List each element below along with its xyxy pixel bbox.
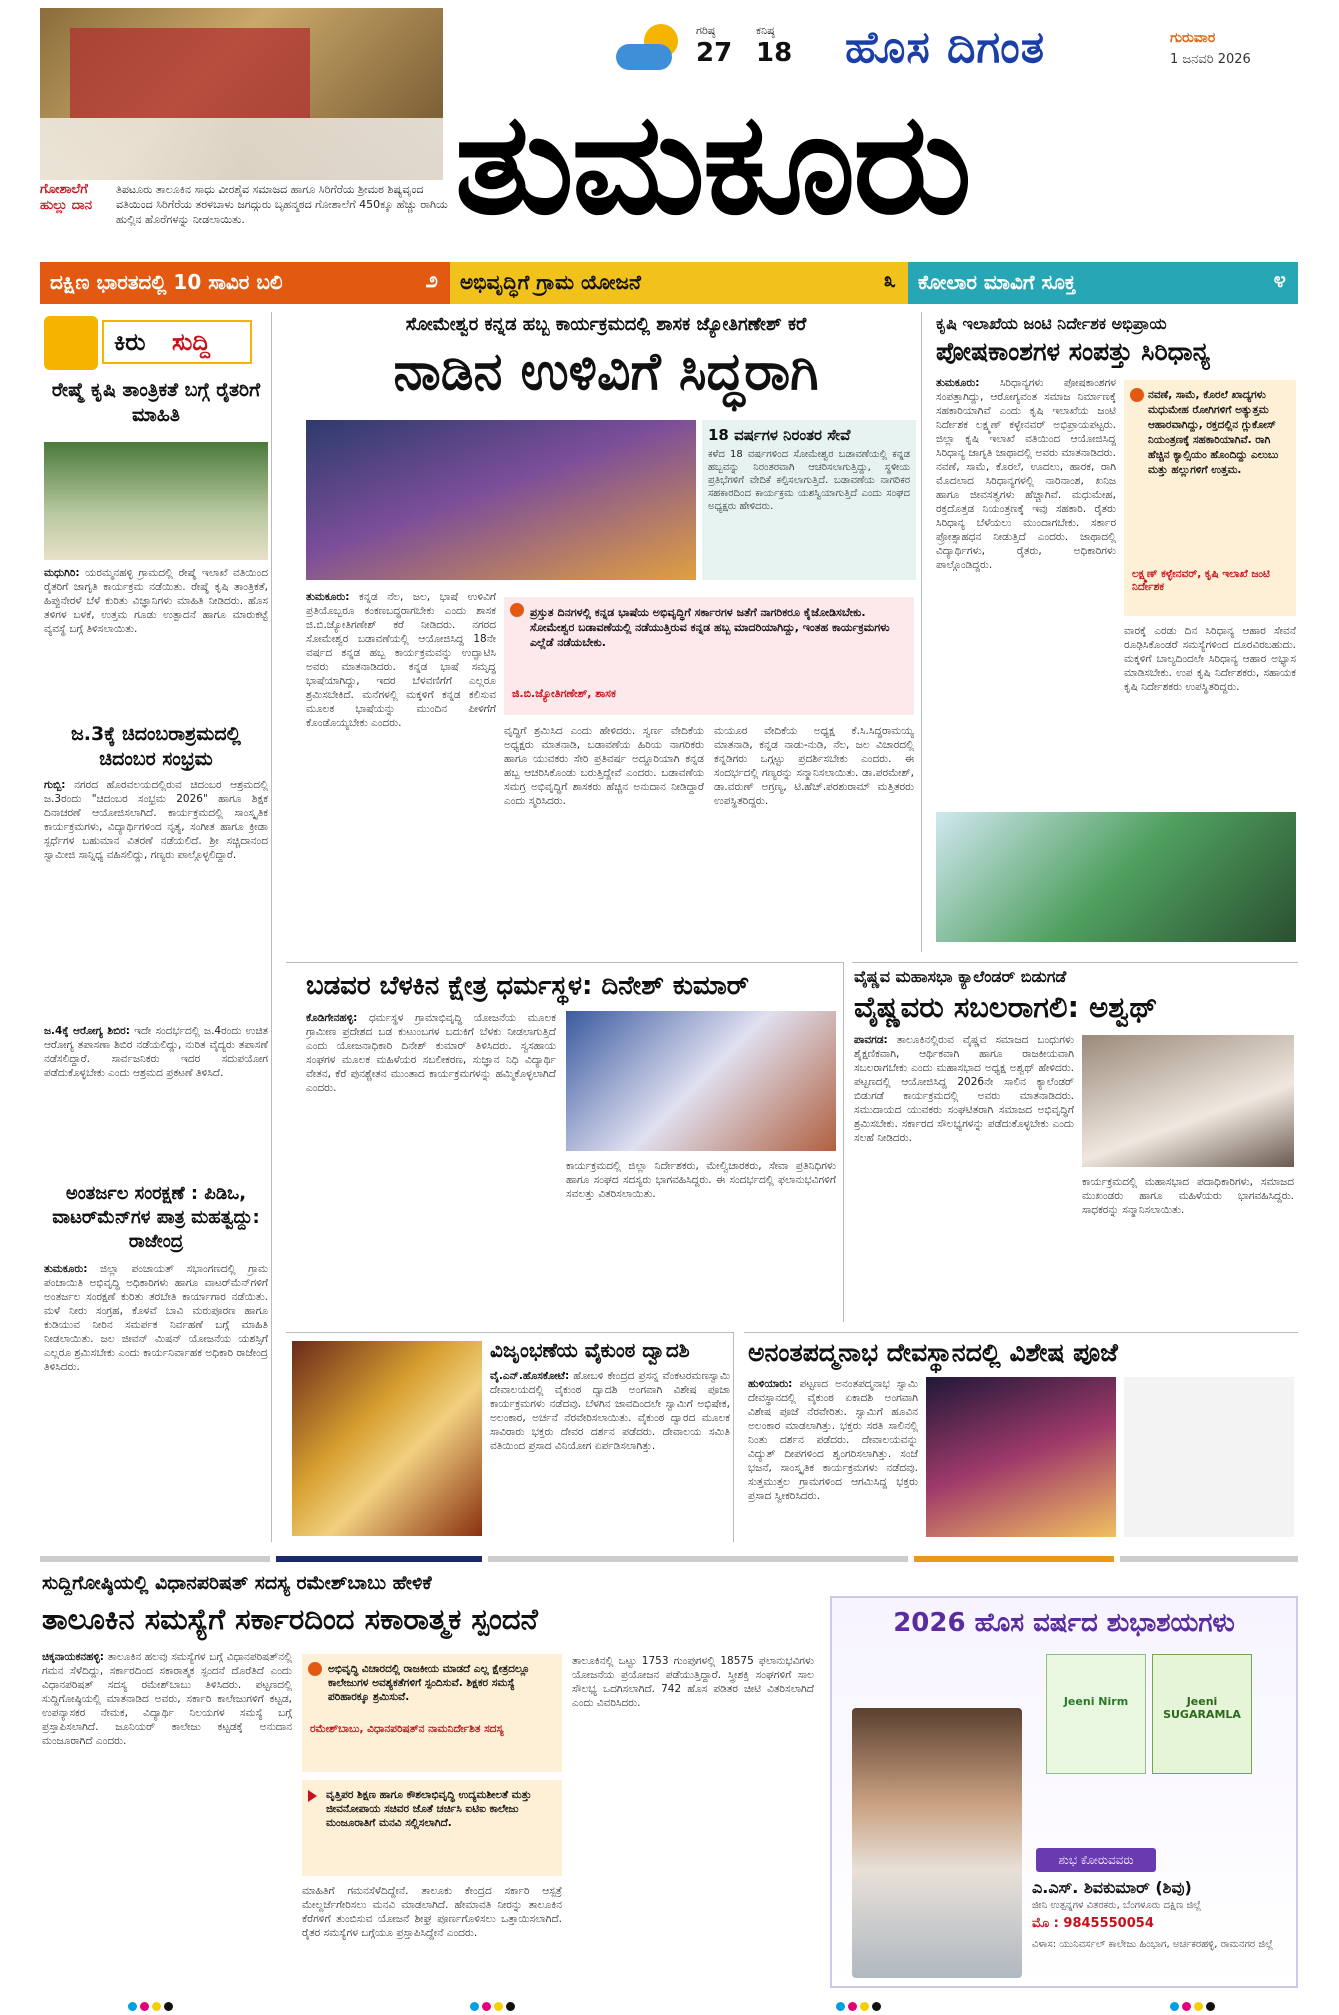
dateline: ತುಮಕೂರು:: [936, 377, 980, 389]
teaser-text: ಕೋಲಾರ ಮಾವಿಗೆ ಸೂಕ್ತ: [918, 270, 1076, 294]
registration-marks: [836, 1996, 896, 2008]
teaser-text: ದಕ್ಷಿಣ ಭಾರತದಲ್ಲಿ 10 ಸಾವಿರ ಬಲಿ: [50, 270, 283, 294]
body-text: ಪಟ್ಟಣದ ಅನಂತಪದ್ಮನಾಭ ಸ್ವಾಮಿ ದೇವಸ್ಥಾನದಲ್ಲಿ ವೈಕುಂಠ ಏಕಾದಶಿ ಅಂಗವಾಗಿ ವಿಶೇಷ ಪೂಜೆ ನೆರವೇರಿತು. ಸ್ವಾಮಿಗೆ ಹೂವಿನ ಅಲಂಕಾರ ಮಾಡಲಾಗಿತ್ತು. ಭಕ್ತರು ಸರತಿ ಸಾಲಿನಲ್ಲಿ ನಿಂತು ದರ್ಶನ ಪಡೆದರು. ದೇವಾಲಯವನ್ನು ವಿದ್ಯುತ್ ದೀಪಗಳಿಂದ ಶೃಂಗರಿಸಲಾಗಿತ್ತು. ಸಂಜೆ ಭಜನೆ, ಸಾಂಸ್ಕೃತಿಕ ಕಾರ್ಯಕ್ರಮಗಳು ನಡೆದವು. ಸುತ್ತಮುತ್ತಲ ಗ್ರಾಮಗಳಿಂದ ಆಗಮಿಸಿದ್ದ ಭಕ್ತರು ಪ್ರಸಾದ ಸ್ವೀಕರಿಸಿದರು.: [748, 1378, 918, 1502]
dharmasthala-photo: [566, 1011, 836, 1151]
registration-marks: [1170, 1996, 1230, 2008]
mlc-body-2: ಮಾಹಿತಿಗೆ ಗಮನಸೆಳೆದಿದ್ದೇನೆ. ತಾಲೂಕು ಕೇಂದ್ರದ ಸರ್ಕಾರಿ ಆಸ್ಪತ್ರೆ ಮೇಲ್ದರ್ಜೆಗೇರಿಸಲು ಮನವಿ ಮಾಡಲಾಗಿದೆ. ಹೇಮಾವತಿ ನೀರನ್ನು ತಾಲೂಕಿನ ಕೆರೆಗಳಿಗೆ ತುಂಬಿಸುವ ಯೋಜನೆ ಶೀಘ್ರ ಪೂರ್ಣಗೊಳಿಸಲು ಒತ್ತಾಯಿಸಲಾಗಿದೆ. ರೈತರ ಸಮಸ್ಯೆಗಳ ಬಗ್ಗೆಯೂ ಪ್ರಸ್ತಾಪಿಸಿದ್ದೇನೆ ಎಂದರು.: [302, 1885, 562, 1939]
agri-body: [936, 376, 1116, 806]
agri-story: [932, 312, 1298, 952]
kirusuddi-label-b: ಸುದ್ದಿ: [172, 328, 211, 356]
dateline: ಪಾವಗಡ:: [854, 1034, 888, 1046]
dateline: ವೈ.ಎನ್.ಹೊಸಕೋಟೆ:: [490, 1370, 570, 1382]
lead-body-3: ಮಯೂರ ವೇದಿಕೆಯ ಅಧ್ಯಕ್ಷ ಕೆ.ಸಿ.ಸಿದ್ಧರಾಮಯ್ಯ ಮಾತನಾಡಿ, ಕನ್ನಡ ನಾಡು-ನುಡಿ, ನೆಲ, ಜಲ ವಿಚಾರದಲ್ಲಿ ಕನ್ನಡಿಗರು ಒಗ್ಗಟ್ಟು ಪ್ರದರ್ಶಿಸಬೇಕು ಎಂದರು. ಈ ಸಂದರ್ಭದಲ್ಲಿ ಗಣ್ಯರನ್ನು ಸನ್ಮಾನಿಸಲಾಯಿತು. ಡಾ.ಪರಮೇಶ್, ಡಾ.ವರುಣ್ ಅಗ್ರಣ್ಯ, ಟಿ.ಹೆಚ್.ಪರಶುರಾಮ್ ಮತ್ತಿತರರು ಉಪಸ್ಥಿತರಿದ್ದರು.: [714, 725, 914, 807]
ananta-photo: [926, 1377, 1116, 1537]
kirusuddi-h2: ಜ.3ಕ್ಕೆ ಚಿದಂಬರಾಶ್ರಮದಲ್ಲಿ ಚಿದಂಬರ ಸಂಭ್ರಮ: [71, 723, 241, 770]
top-photo-caption: [40, 182, 450, 250]
ad-phone: ಮೊ : 9845550054: [1032, 1916, 1154, 1931]
quote-text: ನವಣೆ, ಸಾಮೆ, ಕೊರಲೆ ಖಾದ್ಯಗಳು ಮಧುಮೇಹ ರೋಗಿಗಳಿಗೆ ಅತ್ಯುತ್ತಮ ಆಹಾರವಾಗಿದ್ದು, ರಕ್ತದಲ್ಲಿನ ಗ್ಲುಕೋಸ್ ನಿಯಂತ್ರಣಕ್ಕೆ ಸಹಕಾರಿಯಾಗಿವೆ. ರಾಗಿ ಹೆಚ್ಚಿನ ಕ್ಯಾಲ್ಸಿಯಂ ಹೊಂದಿದ್ದು ಎಲುಬು ಮತ್ತು ಹಲ್ಲುಗಳಿಗೆ ಉತ್ತಮ.: [1148, 389, 1279, 476]
dateline: ಕೊಡಿಗೇನಹಳ್ಳಿ:: [306, 1012, 358, 1024]
ad-name: ಎ.ಎಸ್. ಶಿವಕುಮಾರ್ (ಶಿವು): [1032, 1878, 1192, 1897]
dharmasthala-story: [286, 962, 844, 1322]
dateline: ಚಿಕ್ಕನಾಯಕನಹಳ್ಳಿ:: [42, 1651, 104, 1663]
vaishnava-kicker: ವೈಷ್ಣವ ಮಹಾಸಭಾ ಕ್ಯಾಲೆಂಡರ್ ಬಿಡುಗಡೆ: [854, 967, 1067, 986]
teaser-3[interactable]: [908, 262, 1298, 304]
paper-logo: ಹೊಸ ದಿಗಂತ: [845, 22, 1046, 73]
quote-text: ವೃತ್ತಿಪರ ಶಿಕ್ಷಣ ಹಾಗೂ ಕೌಶಲಾಭಿವೃದ್ಧಿ ಉದ್ಯಮಶೀಲತೆ ಮತ್ತು ಜೀವನೋಪಾಯ ಸಚಿವರ ಜೊತೆ ಚರ್ಚಿಸಿ ಐಟಿಐ ಕಾಲೇಜು ಮಂಜೂರಾತಿಗೆ ಮನವಿ ಸಲ್ಲಿಸಲಾಗಿದೆ.: [326, 1789, 532, 1829]
teaser-strip: [40, 262, 1298, 304]
caption-text: ತಿಪಟೂರು ತಾಲೂಕಿನ ಸಾಧು ವೀರಶೈವ ಸಮಾಜದ ಹಾಗೂ ಸಿರಿಗೆರೆಯ ಶ್ರೀಮಠ ಶಿಷ್ಯವೃಂದ ವತಿಯಿಂದ ಸಿರಿಗೆರೆಯ ತರಳಬಾಳು ಜಗದ್ಗುರು ಬೃಹನ್ಮಠದ ಗೋಶಾಲೆಗೆ 450ಕ್ಕೂ ಹೆಚ್ಚು ರಾಗಿಯ ಹುಲ್ಲಿನ ಹೊರೆಗಳನ್ನು ನೀಡಲಾಯಿತು.: [116, 183, 448, 226]
weather-sun-cloud-icon: [616, 24, 686, 72]
vaishnava-story: [852, 962, 1298, 1322]
teaser-1[interactable]: [40, 262, 450, 304]
dateline: ತುಮಕೂರು:: [306, 591, 350, 603]
body-text: ಇದೇ ಸಂದರ್ಭದಲ್ಲಿ ಜ.4ರಂದು ಉಚಿತ ಆರೋಗ್ಯ ತಪಾಸಣಾ ಶಿಬಿರ ನಡೆಯಲಿದ್ದು, ನುರಿತ ವೈದ್ಯರು ತಪಾಸಣೆ ನಡೆಸಲಿದ್ದಾರೆ. ಸಾರ್ವಜನಿಕರು ಇದರ ಸದುಪಯೋಗ ಪಡೆದುಕೊಳ್ಳಬೇಕು ಎಂದು ಆಶ್ರಮದ ಪ್ರಕಟಣೆ ತಿಳಿಸಿದೆ.: [44, 1025, 268, 1079]
agri-quote-box: [1124, 380, 1296, 616]
teaser-2[interactable]: [450, 262, 908, 304]
quote-by: ಜಿ.ಬಿ.ಜ್ಯೋತಿಗಣೇಶ್, ಶಾಸಕ: [512, 687, 616, 700]
mlc-quote-box-2: [302, 1780, 562, 1876]
ad-product-1: [1046, 1654, 1146, 1774]
vaikunta-story: [286, 1332, 734, 1542]
teaser-text: ಅಭಿವೃದ್ಧಿಗೆ ಗ್ರಾಮ ಯೋಜನೆ: [460, 270, 641, 294]
kirusuddi-p2: [44, 778, 268, 1020]
lead-body-2: ವೃದ್ಧಿಗೆ ಶ್ರಮಿಸಿದ ಎಂದು ಹೇಳಿದರು. ಸ್ವರ್ಣ ವೇದಿಕೆಯ ಅಧ್ಯಕ್ಷರು ಮಾತನಾಡಿ, ಬಡಾವಣೆಯ ಹಿರಿಯ ನಾಗರಿಕರು ಹಾಗೂ ಯುವಕರು ಸೇರಿ ಪ್ರತಿವರ್ಷ ಅದ್ದೂರಿಯಾಗಿ ಕನ್ನಡ ಹಬ್ಬ ಆಚರಿಸಿಕೊಂಡು ಬರುತ್ತಿದ್ದೇವೆ ಎಂದರು. ಬಡಾವಣೆಯ ಸಮಗ್ರ ಅಭಿವೃದ್ಧಿಗೆ ಶಾಸಕರು ಹೆಚ್ಚಿನ ಅನುದಾನ ನೀಡಿದ್ದಾರೆ ಎಂದು ಸ್ಮರಿಸಿದರು.: [504, 725, 704, 807]
agri-photo: [936, 812, 1296, 942]
dateline: ಗುಬ್ಬಿ:: [44, 779, 66, 791]
kirusuddi-column: [40, 312, 272, 1542]
mlc-story: [40, 1570, 816, 1990]
kirusuddi-h1: ರೇಷ್ಮೆ ಕೃಷಿ ತಾಂತ್ರಿಕತೆ ಬಗ್ಗೆ ರೈತರಿಗೆ ಮಾಹಿತಿ: [51, 379, 261, 426]
kirusuddi-photo: [44, 442, 268, 560]
quote-by: ಲಕ್ಷ್ಮಣ್ ಕಳ್ಳೇನವರ್, ಕೃಷಿ ಇಲಾಖೆ ಜಂಟಿ ನಿರ್ದೇಶಕ: [1132, 568, 1270, 593]
lead-body-1: [306, 590, 496, 945]
agri-body-2: ವಾರಕ್ಕೆ ಎರಡು ದಿನ ಸಿರಿಧಾನ್ಯ ಆಹಾರ ಸೇವನೆ ರೂಢಿಸಿಕೊಂಡರೆ ಸಮಸ್ಯೆಗಳಿಂದ ದೂರವಿರಬಹುದು. ಮಕ್ಕಳಿಗೆ ಬಾಲ್ಯದಿಂದಲೇ ಸಿರಿಧಾನ್ಯ ಆಹಾರ ಅಭ್ಯಾಸ ಮಾಡಿಸಬೇಕು. ಉಪ ಕೃಷಿ ನಿರ್ದೇಶಕರು, ಸಹಾಯಕ ಕೃಷಿ ನಿರ್ದೇಶಕರು ಉಪಸ್ಥಿತರಿದ್ದರು.: [1124, 625, 1296, 693]
weather-min-label: ಕನಿಷ್ಠ: [756, 24, 775, 37]
quote-icon: [1130, 388, 1144, 402]
registration-marks: [128, 1996, 188, 2008]
vaishnava-photo: [1082, 1035, 1294, 1167]
vaikunta-headline: ವಿಜೃಂಭಣೆಯ ವೈಕುಂಠ ದ್ವಾದಶಿ: [490, 1338, 690, 1362]
issue-day: ಗುರುವಾರ: [1170, 30, 1216, 46]
quote-text: ಪ್ರಸ್ತುತ ದಿನಗಳಲ್ಲಿ ಕನ್ನಡ ಭಾಷೆಯ ಅಭಿವೃದ್ಧಿಗೆ ಸರ್ಕಾರಗಳ ಜತೆಗೆ ನಾಗರಿಕರೂ ಕೈಜೋಡಿಸಬೇಕು. ಸೋಮೇಶ್ವರ ಬಡಾವಣೆಯಲ್ಲಿ ನಡೆಯುತ್ತಿರುವ ಕನ್ನಡ ಹಬ್ಬ ಮಾದರಿಯಾಗಿದ್ದು, ಇಂತಹ ಕಾರ್ಯಕ್ರಮಗಳು ಎಲ್ಲೆಡೆ ನಡೆಯಬೇಕು.: [530, 606, 890, 649]
kirusuddi-label-a: ಕಿರು: [114, 328, 146, 356]
dateline: ಜ.4ಕ್ಕೆ ಆರೋಗ್ಯ ಶಿಬಿರ:: [44, 1025, 130, 1037]
new-year-ad[interactable]: [830, 1596, 1298, 1988]
lead-quote-box: [504, 597, 914, 715]
top-photo: [40, 8, 443, 180]
ananta-body: [748, 1377, 918, 1537]
body-text: ಧರ್ಮಸ್ಥಳ ಗ್ರಾಮಾಭಿವೃದ್ಧಿ ಯೋಜನೆಯ ಮೂಲಕ ಗ್ರಾಮೀಣ ಪ್ರದೇಶದ ಬಡ ಕುಟುಂಬಗಳ ಬದುಕಿಗೆ ಬೆಳಕು ನೀಡಲಾಗುತ್ತಿದೆ ಎಂದು ಯೋಜನಾಧಿಕಾರಿ ದಿನೇಶ್ ಕುಮಾರ್ ತಿಳಿಸಿದರು. ಸ್ವಸಹಾಯ ಸಂಘಗಳ ಮೂಲಕ ಮಹಿಳೆಯರ ಸಬಲೀಕರಣ, ಸುಜ್ಞಾನ ನಿಧಿ ವಿದ್ಯಾರ್ಥಿ ವೇತನ, ಕೆರೆ ಪುನಶ್ಚೇತನ ಮುಂತಾದ ಕಾರ್ಯಕ್ರಮಗಳನ್ನು ಹಮ್ಮಿಕೊಳ್ಳಲಾಗಿದೆ ಎಂದರು.: [306, 1012, 556, 1094]
dateline: ಹುಳಿಯಾರು:: [748, 1378, 793, 1390]
mlc-quote-box-1: [302, 1654, 562, 1772]
ad-person-photo: [852, 1708, 1022, 1978]
arrow-icon: [308, 1790, 317, 1802]
teaser-page: ೪: [1273, 268, 1286, 293]
caption-title: ಗೋಶಾಲೆಗೆ ಹುಲ್ಲು ದಾನ: [40, 182, 92, 213]
weather-min: 18: [756, 38, 793, 68]
lead-info-box: [702, 420, 916, 580]
kirusuddi-p2b: [44, 1024, 268, 1174]
ad-address: ವಿಳಾಸ: ಯುನಿವರ್ಸಲ್ ಕಾಲೇಜು ಹಿಂಭಾಗ, ಅರ್ಚಕರಹಳ್ಳಿ, ರಾಮನಗರ ಜಿಲ್ಲೆ: [1032, 1939, 1274, 1950]
mlc-kicker: ಸುದ್ದಿಗೋಷ್ಠಿಯಲ್ಲಿ ವಿಧಾನಪರಿಷತ್ ಸದಸ್ಯ ರಮೇಶ್‌ಬಾಬು ಹೇಳಿಕೆ: [42, 1572, 432, 1594]
teaser-page: ೩: [883, 268, 896, 293]
lead-story: [286, 312, 922, 952]
info-box-text: ಕಳೆದ 18 ವರ್ಷಗಳಿಂದ ಸೋಮೇಶ್ವರ ಬಡಾವಣೆಯಲ್ಲಿ ಕನ್ನಡ ಹಬ್ಬವನ್ನು ನಿರಂತರವಾಗಿ ಆಚರಿಸಲಾಗುತ್ತಿದ್ದು, ಸ್ಥಳೀಯ ಪ್ರತಿಭೆಗಳಿಗೆ ವೇದಿಕೆ ಕಲ್ಪಿಸಲಾಗುತ್ತಿದೆ. ಬಡಾವಣೆಯ ನಾಗರಿಕರ ಸಹಕಾರದಿಂದ ಕಾರ್ಯಕ್ರಮ ಯಶಸ್ವಿಯಾಗುತ್ತಿದೆ ಎಂದು ಸಂಘದ ಅಧ್ಯಕ್ಷರು ಹೇಳಿದರು.: [708, 449, 910, 512]
mlc-body: [42, 1650, 292, 1984]
agri-kicker: ಕೃಷಿ ಇಲಾಖೆಯ ಜಂಟಿ ನಿರ್ದೇಶಕ ಅಭಿಪ್ರಾಯ: [936, 314, 1167, 333]
ananta-photo-2: [1124, 1377, 1294, 1537]
body-text: ತಾಲೂಕಿನ ಹಲವು ಸಮಸ್ಯೆಗಳ ಬಗ್ಗೆ ವಿಧಾನಪರಿಷತ್‌ನಲ್ಲಿ ಗಮನ ಸೆಳೆದಿದ್ದು, ಸರ್ಕಾರದಿಂದ ಸಕಾರಾತ್ಮಕ ಸ್ಪಂದನೆ ದೊರೆತಿದೆ ಎಂದು ವಿಧಾನಪರಿಷತ್ ಸದಸ್ಯ ರಮೇಶ್‌ಬಾಬು ತಿಳಿಸಿದರು. ಪಟ್ಟಣದಲ್ಲಿ ಸುದ್ದಿಗೋಷ್ಠಿಯಲ್ಲಿ ಮಾತನಾಡಿದ ಅವರು, ಸರ್ಕಾರಿ ಕಾಲೇಜುಗಳಿಗೆ ಕಟ್ಟಡ, ಉಪನ್ಯಾಸಕರ ನೇಮಕ, ವಿದ್ಯಾರ್ಥಿ ನಿಲಯಗಳ ಸಮಸ್ಯೆ ಬಗ್ಗೆ ಪ್ರಸ್ತಾಪಿಸಲಾಗಿದೆ. ಜೂನಿಯರ್ ಕಾಲೇಜು ಕಟ್ಟಡಕ್ಕೆ ಅನುದಾನ ಮಂಜೂರಾಗಿದೆ ಎಂದರು.: [42, 1651, 292, 1747]
ananta-headline: ಅನಂತಪದ್ಮನಾಭ ದೇವಸ್ಥಾನದಲ್ಲಿ ವಿಶೇಷ ಪೂಜೆ: [748, 1338, 1118, 1367]
pointing-hand-icon: [44, 316, 98, 370]
weather-widget: [616, 18, 796, 78]
vaishnava-body-2: ಕಾರ್ಯಕ್ರಮದಲ್ಲಿ ಮಹಾಸಭಾದ ಪದಾಧಿಕಾರಿಗಳು, ಸಮಾಜದ ಮುಖಂಡರು ಹಾಗೂ ಮಹಿಳೆಯರು ಭಾಗವಹಿಸಿದ್ದರು. ಸಾಧಕರನ್ನು ಸನ್ಮಾನಿಸಲಾಯಿತು.: [1082, 1176, 1294, 1216]
vaishnava-headline: ವೈಷ್ಣವರು ಸಬಲರಾಗಲಿ: ಅಶ್ವಥ್: [854, 990, 1158, 1024]
dharmasthala-body: [306, 1011, 556, 1311]
vaikunta-body: [490, 1369, 730, 1537]
product-label: Jeeni Nirm: [1063, 1695, 1129, 1708]
body-text: ನಗರದ ಹೊರವಲಯದಲ್ಲಿರುವ ಚಿದಂಬರ ಆಶ್ರಮದಲ್ಲಿ ಜ.3ರಂದು "ಚಿದಂಬರ ಸಂಭ್ರಮ 2026" ಹಾಗೂ ಶಿಕ್ಷಕ ದಿನಾಚರಣೆ ಆಯೋಜಿಸಲಾಗಿದೆ. ಕಾರ್ಯಕ್ರಮದಲ್ಲಿ ಸಾಂಸ್ಕೃತಿಕ ಕಾರ್ಯಕ್ರಮಗಳು, ವಿದ್ಯಾರ್ಥಿಗಳಿಂದ ನೃತ್ಯ, ಸಂಗೀತ ಹಾಗೂ ಕ್ರೀಡಾ ಸ್ಪರ್ಧೆಗಳ ಬಹುಮಾನ ವಿತರಣೆ ನಡೆಯಲಿದೆ. ಶ್ರೀ ಸಚ್ಚಿದಾನಂದ ಸ್ವಾಮೀಜಿ ಸಾನ್ನಿಧ್ಯ ವಹಿಸಲಿದ್ದು, ಗಣ್ಯರು ಪಾಲ್ಗೊಳ್ಳಲಿದ್ದಾರೆ.: [44, 779, 268, 861]
quote-icon: [510, 603, 524, 617]
dateline: ತುಮಕೂರು:: [44, 1263, 88, 1275]
product-label: Jeeni SUGARAMLA: [1163, 1695, 1241, 1721]
section-divider: [40, 1556, 1298, 1562]
body-text: ಜಿಲ್ಲಾ ಪಂಚಾಯತ್ ಸಭಾಂಗಣದಲ್ಲಿ ಗ್ರಾಮ ಪಂಚಾಯಿತಿ ಅಭಿವೃದ್ಧಿ ಅಧಿಕಾರಿಗಳು ಹಾಗೂ ವಾಟರ್‌ಮೆನ್‌ಗಳಿಗೆ ಅಂತರ್ಜಲ ಸಂರಕ್ಷಣೆ ಕುರಿತು ತರಬೇತಿ ಕಾರ್ಯಾಗಾರ ನಡೆಯಿತು. ಮಳೆ ನೀರು ಸಂಗ್ರಹ, ಕೊಳವೆ ಬಾವಿ ಮರುಪೂರಣ ಹಾಗೂ ಕುಡಿಯುವ ನೀರಿನ ಸಮರ್ಪಕ ನಿರ್ವಹಣೆ ಬಗ್ಗೆ ಮಾಹಿತಿ ನೀಡಲಾಯಿತು. ಜಲ ಜೀವನ್ ಮಿಷನ್ ಯೋಜನೆಯ ಯಶಸ್ಸಿಗೆ ಎಲ್ಲರೂ ಶ್ರಮಿಸಬೇಕು ಎಂದು ಕಾರ್ಯನಿರ್ವಾಹಕ ಅಧಿಕಾರಿ ರಾಜೇಂದ್ರ ತಿಳಿಸಿದರು.: [44, 1263, 268, 1373]
lead-photo: [306, 420, 696, 580]
mlc-headline: ತಾಲೂಕಿನ ಸಮಸ್ಯೆಗೆ ಸರ್ಕಾರದಿಂದ ಸಕಾರಾತ್ಮಕ ಸ್ಪಂದನೆ: [42, 1602, 538, 1636]
agri-headline: ಪೋಷಕಾಂಶಗಳ ಸಂಪತ್ತು ಸಿರಿಧಾನ್ಯ: [936, 337, 1210, 366]
kirusuddi-h3: ಅಂತರ್ಜಲ ಸಂರಕ್ಷಣೆ : ಪಿಡಿಒ, ವಾಟರ್‌ಮೆನ್‌ಗಳ ಪಾತ್ರ ಮಹತ್ವದ್ದು: ರಾಜೇಂದ್ರ: [52, 1183, 260, 1252]
body-text: ತಾಲೂಕಿನಲ್ಲಿರುವ ವೈಷ್ಣವ ಸಮಾಜದ ಬಂಧುಗಳು ಶೈಕ್ಷಣಿಕವಾಗಿ, ಆರ್ಥಿಕವಾಗಿ ಹಾಗೂ ರಾಜಕೀಯವಾಗಿ ಸಬಲರಾಗಬೇಕು ಎಂದು ಮಹಾಸಭಾದ ಅಧ್ಯಕ್ಷ ಅಶ್ವಥ್ ಹೇಳಿದರು. ಪಟ್ಟಣದಲ್ಲಿ ಆಯೋಜಿಸಿದ್ದ 2026ನೇ ಸಾಲಿನ ಕ್ಯಾಲೆಂಡರ್ ಬಿಡುಗಡೆ ಕಾರ್ಯಕ್ರಮದಲ್ಲಿ ಅವರು ಮಾತನಾಡಿದರು. ಸಮುದಾಯದ ಯುವಕರು ಸಂಘಟಿತರಾಗಿ ಸಮಾಜದ ಅಭಿವೃದ್ಧಿಗೆ ಶ್ರಮಿಸಬೇಕು. ಸರ್ಕಾರದ ಸೌಲಭ್ಯಗಳನ್ನು ಪಡೆದುಕೊಳ್ಳಬೇಕು ಎಂದು ಸಲಹೆ ನೀಡಿದರು.: [854, 1034, 1074, 1144]
ananta-story: [744, 1332, 1298, 1542]
teaser-page: ೨: [425, 268, 438, 293]
edition-title: ತುಮಕೂರು: [455, 83, 970, 246]
vaishnava-body: [854, 1033, 1074, 1313]
kirusuddi-label: [44, 316, 264, 370]
ad-product-2: [1152, 1654, 1252, 1774]
quote-text: ಅಭಿವೃದ್ಧಿ ವಿಚಾರದಲ್ಲಿ ರಾಜಕೀಯ ಮಾಡದೆ ಎಲ್ಲ ಕ್ಷೇತ್ರದಲ್ಲೂ ಕಾಲೇಜುಗಳ ಅವಶ್ಯಕತೆಗಳಿಗೆ ಸ್ಪಂದಿಸುವೆ. ಶಿಕ್ಷಕರ ಸಮಸ್ಯೆ ಪರಿಹಾರಕ್ಕೂ ಶ್ರಮಿಸುವೆ.: [328, 1663, 530, 1703]
kirusuddi-p3: [44, 1262, 268, 1537]
body-text: ಸಿರಿಧಾನ್ಯಗಳು ಪೋಷಕಾಂಶಗಳ ಸಂಪತ್ತಾಗಿದ್ದು, ಆರೋಗ್ಯವಂತ ಸಮಾಜ ನಿರ್ಮಾಣಕ್ಕೆ ಸಹಕಾರಿಯಾಗಿವೆ ಎಂದು ಕೃಷಿ ಇಲಾಖೆಯ ಜಂಟಿ ನಿರ್ದೇಶಕ ಲಕ್ಷ್ಮಣ್ ಕಳ್ಳೇನವರ್ ಅಭಿಪ್ರಾಯಪಟ್ಟರು. ಜಿಲ್ಲಾ ಕೃಷಿ ಇಲಾಖೆ ವತಿಯಿಂದ ಆಯೋಜಿಸಿದ್ದ ಸಿರಿಧಾನ್ಯ ಜಾಗೃತಿ ಜಾಥಾದಲ್ಲಿ ಅವರು ಮಾತನಾಡಿದರು. ನವಣೆ, ಸಾಮೆ, ಕೊರಲೆ, ಊದಲು, ಹಾರಕ, ರಾಗಿ ಮೊದಲಾದ ಸಿರಿಧಾನ್ಯಗಳಲ್ಲಿ ನಾರಿನಾಂಶ, ಖನಿಜ ಹಾಗೂ ಜೀವಸತ್ವಗಳು ಹೆಚ್ಚಾಗಿವೆ. ಮಧುಮೇಹ, ರಕ್ತದೊತ್ತಡ ನಿಯಂತ್ರಣಕ್ಕೆ ಇವು ಸಹಕಾರಿ. ರೈತರು ಸಿರಿಧಾನ್ಯ ಬೆಳೆಯಲು ಮುಂದಾಗಬೇಕು. ಸರ್ಕಾರ ಪ್ರೋತ್ಸಾಹಧನ ನೀಡುತ್ತಿದೆ ಎಂದರು. ಜಾಥಾದಲ್ಲಿ ವಿದ್ಯಾರ್ಥಿಗಳು, ರೈತರು, ಅಧಿಕಾರಿಗಳು ಪಾಲ್ಗೊಂಡಿದ್ದರು.: [936, 377, 1116, 571]
ad-headline: 2026 ಹೊಸ ವರ್ಷದ ಶುಭಾಶಯಗಳು: [893, 1608, 1235, 1638]
lead-kicker: ಸೋಮೇಶ್ವರ ಕನ್ನಡ ಹಬ್ಬ ಕಾರ್ಯಕ್ರಮದಲ್ಲಿ ಶಾಸಕ ಜ್ಯೋತಿಗಣೇಶ್ ಕರೆ: [405, 314, 807, 335]
body-text: ಹೋಬಳಿ ಕೇಂದ್ರದ ಪ್ರಸನ್ನ ವೆಂಕಟರಮಣಸ್ವಾಮಿ ದೇವಾಲಯದಲ್ಲಿ ವೈಕುಂಠ ದ್ವಾದಶಿ ಅಂಗವಾಗಿ ವಿಶೇಷ ಪೂಜಾ ಕಾರ್ಯಕ್ರಮಗಳು ನಡೆದವು. ಬೆಳಗಿನ ಜಾವದಿಂದಲೇ ಸ್ವಾಮಿಗೆ ಅಭಿಷೇಕ, ಅಲಂಕಾರ, ಅರ್ಚನೆ ನೆರವೇರಿಸಲಾಯಿತು. ವೈಕುಂಠ ದ್ವಾರದ ಮೂಲಕ ಸಾವಿರಾರು ಭಕ್ತರು ದೇವರ ದರ್ಶನ ಪಡೆದರು. ದೇವಾಲಯ ಸಮಿತಿ ವತಿಯಿಂದ ಪ್ರಸಾದ ವಿನಿಯೋಗ ಏರ್ಪಡಿಸಲಾಗಿತ್ತು.: [490, 1370, 730, 1452]
kirusuddi-p1: [44, 566, 268, 716]
weather-max: 27: [696, 38, 733, 68]
dateline: ಮಧುಗಿರಿ:: [44, 567, 80, 579]
ad-role: ಜೀನಿ ಉತ್ಪನ್ನಗಳ ವಿತರಕರು, ಬೆಂಗಳೂರು ದಕ್ಷಿಣ ಜಿಲ್ಲೆ: [1032, 1900, 1202, 1911]
info-box-title: 18 ವರ್ಷಗಳ ನಿರಂತರ ಸೇವೆ: [708, 426, 851, 444]
body-text: ಯರಮ್ಮನಹಳ್ಳಿ ಗ್ರಾಮದಲ್ಲಿ ರೇಷ್ಮೆ ಇಲಾಖೆ ವತಿಯಿಂದ ರೈತರಿಗೆ ಜಾಗೃತಿ ಕಾರ್ಯಕ್ರಮ ನಡೆಯಿತು. ರೇಷ್ಮೆ ಕೃಷಿ ತಾಂತ್ರಿಕತೆ, ಹಿಪ್ಪುನೇರಳೆ ಬೆಳೆ ಕುರಿತು ವಿಜ್ಞಾನಿಗಳು ಮಾಹಿತಿ ನೀಡಿದರು. ಹೊಸ ತಳಿಗಳ ಬಳಕೆ, ಉತ್ತಮ ಗೂಡು ಉತ್ಪಾದನೆ ಹಾಗೂ ಮಾರುಕಟ್ಟೆ ವ್ಯವಸ್ಥೆ ಬಗ್ಗೆ ತಿಳಿಸಲಾಯಿತು.: [44, 567, 268, 635]
lead-headline: ನಾಡಿನ ಉಳಿವಿಗೆ ಸಿದ್ಧರಾಗಿ: [393, 342, 819, 402]
weather-max-label: ಗರಿಷ್ಠ: [696, 24, 716, 37]
dharmasthala-body-2: ಕಾರ್ಯಕ್ರಮದಲ್ಲಿ ಜಿಲ್ಲಾ ನಿರ್ದೇಶಕರು, ಮೇಲ್ವಿಚಾರಕರು, ಸೇವಾ ಪ್ರತಿನಿಧಿಗಳು ಹಾಗೂ ಸಂಘದ ಸದಸ್ಯರು ಭಾಗವಹಿಸಿದ್ದರು. ಈ ಸಂದರ್ಭದಲ್ಲಿ ಫಲಾನುಭವಿಗಳಿಗೆ ಸವಲತ್ತು ವಿತರಿಸಲಾಯಿತು.: [566, 1160, 836, 1200]
body-text: ಕನ್ನಡ ನೆಲ, ಜಲ, ಭಾಷೆ ಉಳಿವಿಗೆ ಪ್ರತಿಯೊಬ್ಬರೂ ಕಂಕಣಬದ್ಧರಾಗಬೇಕು ಎಂದು ಶಾಸಕ ಜಿ.ಬಿ.ಜ್ಯೋತಿಗಣೇಶ್ ಕರೆ ನೀಡಿದರು. ನಗರದ ಸೋಮೇಶ್ವರ ಬಡಾವಣೆಯಲ್ಲಿ ಆಯೋಜಿಸಿದ್ದ 18ನೇ ವರ್ಷದ ಕನ್ನಡ ಹಬ್ಬ ಕಾರ್ಯಕ್ರಮವನ್ನು ಉದ್ಘಾಟಿಸಿ ಅವರು ಮಾತನಾಡಿದರು. ಕನ್ನಡ ಭಾಷೆ ಸಮೃದ್ಧ ಭಾಷೆಯಾಗಿದ್ದು, ಇದರ ಬೆಳವಣಿಗೆಗೆ ಎಲ್ಲರೂ ಶ್ರಮಿಸಬೇಕಿದೆ. ಮನೆಗಳಲ್ಲಿ ಮಕ್ಕಳಿಗೆ ಕನ್ನಡ ಕಲಿಸುವ ಮೂಲಕ ಭಾಷೆಯನ್ನು ಮುಂದಿನ ಪೀಳಿಗೆಗೆ ಕೊಂಡೊಯ್ಯಬೇಕು ಎಂದರು.: [306, 591, 496, 729]
quote-by: ರಮೇಶ್‌ಬಾಬು, ವಿಧಾನಪರಿಷತ್‌ನ ನಾಮನಿರ್ದೇಶಿತ ಸದಸ್ಯ: [310, 1723, 504, 1735]
vaikunta-photo: [292, 1341, 482, 1536]
dharmasthala-headline: ಬಡವರ ಬೆಳಕಿನ ಕ್ಷೇತ್ರ ಧರ್ಮಸ್ಥಳ: ದಿನೇಶ್ ಕುಮಾರ್: [306, 971, 749, 1001]
registration-marks: [470, 1996, 530, 2008]
mlc-body-3: ತಾಲೂಕಿನಲ್ಲಿ ಒಟ್ಟು 1753 ಗುಂಪುಗಳಲ್ಲಿ 18575 ಫಲಾನುಭವಿಗಳು ಯೋಜನೆಯ ಪ್ರಯೋಜನ ಪಡೆಯುತ್ತಿದ್ದಾರೆ. ಸ್ತ್ರೀಶಕ್ತಿ ಸಂಘಗಳಿಗೆ ಸಾಲ ಸೌಲಭ್ಯ ಒದಗಿಸಲಾಗಿದೆ. 742 ಹೊಸ ಪಡಿತರ ಚೀಟಿ ವಿತರಿಸಲಾಗಿದೆ ಎಂದು ವಿವರಿಸಿದರು.: [572, 1655, 814, 1709]
quote-icon: [308, 1662, 322, 1676]
ad-wishers-label: ಶುಭ ಕೋರುವವರು: [1036, 1848, 1156, 1872]
issue-date: 1 ಜನವರಿ 2026: [1170, 52, 1251, 67]
